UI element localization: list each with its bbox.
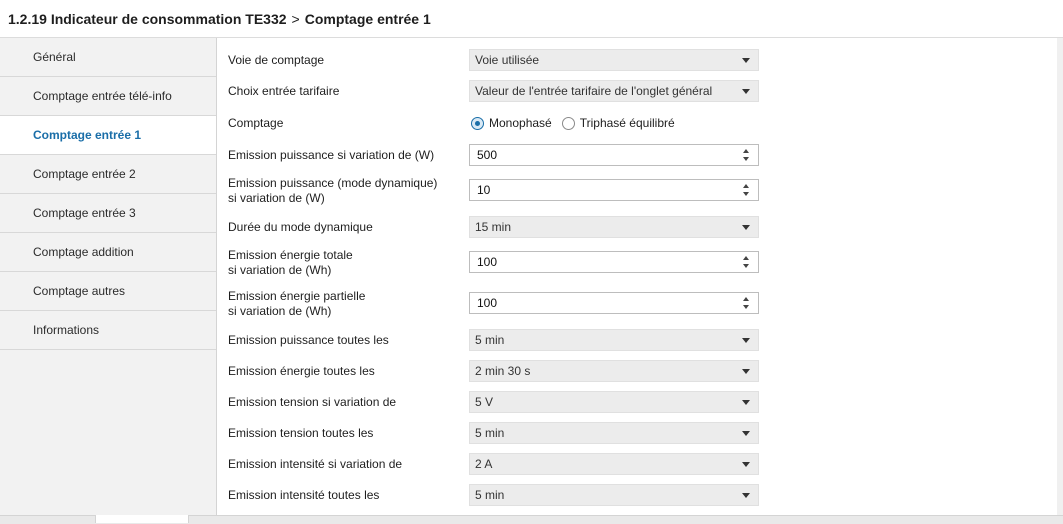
energie-totale-label-line2: si variation de (Wh) bbox=[228, 263, 332, 277]
device-title: 1.2.19 Indicateur de consommation TE332 bbox=[8, 11, 287, 27]
puissance-dynamique-label-line1: Emission puissance (mode dynamique) bbox=[228, 176, 438, 190]
tension-periode-label: Emission tension toutes les bbox=[228, 426, 374, 440]
intensite-variation-value: 2 A bbox=[475, 457, 493, 471]
energie-partielle-label bbox=[228, 289, 365, 319]
radio-unchecked-icon bbox=[562, 117, 575, 130]
puissance-periode-value: 5 min bbox=[475, 333, 505, 347]
parameter-panel bbox=[217, 38, 1057, 523]
tension-variation-label: Emission tension si variation de bbox=[228, 395, 397, 409]
tarif-value: Valeur de l'entrée tarifaire de l'onglet général bbox=[475, 84, 713, 98]
puissance-dynamique-label bbox=[228, 176, 437, 206]
comptage-label: Comptage bbox=[228, 116, 284, 130]
tension-periode-select[interactable] bbox=[469, 422, 759, 444]
energie-periode-label: Emission énergie toutes les bbox=[228, 364, 375, 378]
chevron-down-icon bbox=[742, 225, 750, 230]
sidebar-item-teleinfo[interactable]: Comptage entrée télé-info bbox=[0, 77, 216, 116]
chevron-down-icon bbox=[742, 462, 750, 467]
chevron-down-icon bbox=[742, 58, 750, 63]
tension-periode-value: 5 min bbox=[475, 426, 505, 440]
radio-triphase[interactable] bbox=[562, 116, 675, 130]
chevron-down-icon bbox=[742, 89, 750, 94]
voie-label: Voie de comptage bbox=[228, 53, 325, 67]
sidebar-item-comptage-entree-1[interactable]: Comptage entrée 1 bbox=[0, 116, 216, 155]
intensite-variation-select[interactable] bbox=[469, 453, 759, 475]
energie-periode-value: 2 min 30 s bbox=[475, 364, 531, 378]
spinner-arrows-icon[interactable] bbox=[743, 148, 750, 162]
spinner-arrows-icon[interactable] bbox=[743, 255, 750, 269]
intensite-periode-select[interactable] bbox=[469, 484, 759, 506]
section-title: Comptage entrée 1 bbox=[304, 11, 431, 27]
energie-totale-label bbox=[228, 248, 353, 278]
energie-partielle-label-line1: Emission énergie partielle bbox=[228, 289, 366, 303]
radio-checked-icon bbox=[471, 117, 484, 130]
chevron-down-icon bbox=[742, 400, 750, 405]
sidebar-item-comptage-entree-2[interactable]: Comptage entrée 2 bbox=[0, 155, 216, 194]
duree-dynamique-label: Durée du mode dynamique bbox=[228, 220, 373, 234]
radio-triphase-label: Triphasé équilibré bbox=[579, 116, 675, 130]
tarif-select[interactable] bbox=[469, 80, 759, 102]
puissance-periode-select[interactable] bbox=[469, 329, 759, 351]
energie-partielle-label-line2: si variation de (Wh) bbox=[228, 304, 332, 318]
spinner-arrows-icon[interactable] bbox=[743, 183, 750, 197]
breadcrumb-separator: > bbox=[291, 11, 300, 27]
spinner-arrows-icon[interactable] bbox=[743, 296, 750, 310]
duree-dynamique-select[interactable] bbox=[469, 216, 759, 238]
breadcrumb bbox=[8, 11, 431, 27]
voie-value: Voie utilisée bbox=[475, 53, 540, 67]
energie-partielle-value: 100 bbox=[477, 296, 498, 310]
puissance-variation-value: 500 bbox=[477, 148, 498, 162]
voie-select[interactable] bbox=[469, 49, 759, 71]
puissance-periode-label: Emission puissance toutes les bbox=[228, 333, 389, 347]
puissance-dynamique-value: 10 bbox=[477, 183, 491, 197]
chevron-down-icon bbox=[742, 369, 750, 374]
intensite-variation-label: Emission intensité si variation de bbox=[228, 457, 403, 471]
sidebar-item-comptage-addition[interactable]: Comptage addition bbox=[0, 233, 216, 272]
sidebar-item-informations[interactable]: Informations bbox=[0, 311, 216, 350]
energie-totale-label-line1: Emission énergie totale bbox=[228, 248, 353, 262]
tarif-label: Choix entrée tarifaire bbox=[228, 84, 340, 98]
tension-variation-select[interactable] bbox=[469, 391, 759, 413]
puissance-variation-input[interactable] bbox=[469, 144, 759, 166]
sidebar-item-general[interactable]: Général bbox=[0, 38, 216, 77]
sidebar-item-comptage-entree-3[interactable]: Comptage entrée 3 bbox=[0, 194, 216, 233]
energie-totale-input[interactable] bbox=[469, 251, 759, 273]
duree-dynamique-value: 15 min bbox=[475, 220, 512, 234]
bottom-tab[interactable] bbox=[95, 515, 189, 523]
vertical-scrollbar[interactable] bbox=[1057, 38, 1063, 523]
comptage-radio-group bbox=[471, 113, 685, 133]
sidebar-item-comptage-autres[interactable]: Comptage autres bbox=[0, 272, 216, 311]
energie-partielle-input[interactable] bbox=[469, 292, 759, 314]
intensite-periode-label: Emission intensité toutes les bbox=[228, 488, 380, 502]
puissance-dynamique-label-line2: si variation de (W) bbox=[228, 191, 325, 205]
chevron-down-icon bbox=[742, 431, 750, 436]
title-bar bbox=[0, 0, 1063, 38]
chevron-down-icon bbox=[742, 338, 750, 343]
chevron-down-icon bbox=[742, 493, 750, 498]
radio-monophase-label: Monophasé bbox=[489, 116, 552, 130]
puissance-variation-label: Emission puissance si variation de (W) bbox=[228, 148, 435, 162]
energie-periode-select[interactable] bbox=[469, 360, 759, 382]
intensite-periode-value: 5 min bbox=[475, 488, 505, 502]
puissance-dynamique-input[interactable] bbox=[469, 179, 759, 201]
radio-monophase[interactable] bbox=[471, 116, 552, 130]
energie-totale-value: 100 bbox=[477, 255, 498, 269]
sidebar bbox=[0, 38, 217, 523]
tension-variation-value: 5 V bbox=[475, 395, 494, 409]
